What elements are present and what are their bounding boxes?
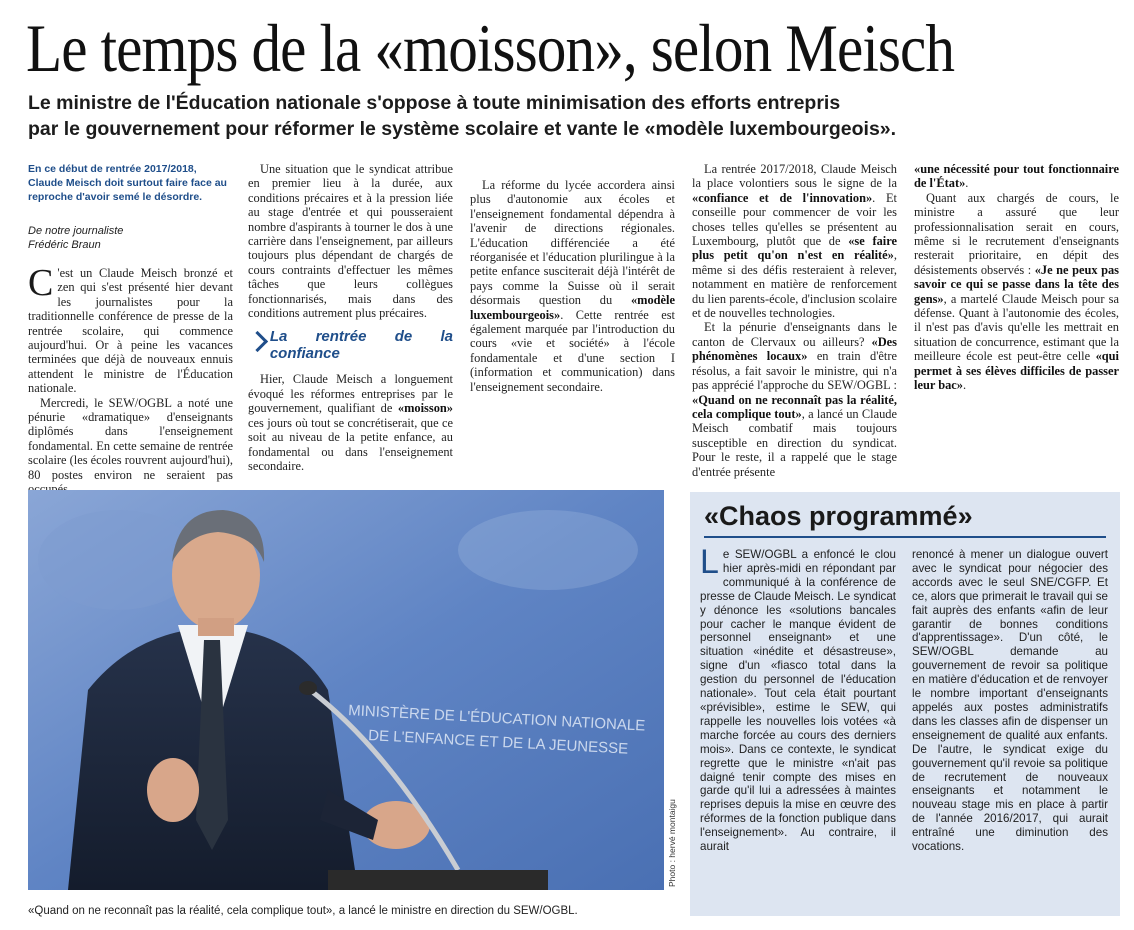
paragraph-text: . (965, 176, 969, 191)
article-paragraph (692, 320, 897, 478)
emphasis-text: «qui permet à ses élèves difficiles de passer leur bac» (914, 349, 1119, 393)
box-title: «Chaos programmé» (704, 501, 973, 531)
photo-credit (664, 790, 678, 890)
backdrop-text-2: DE L'ENFANCE ET DE LA JEUNESSE (367, 727, 629, 758)
paragraph-text: . Et conseille pour commencer de voir les choses telles qu'elles se présentent au Luxembourg, plutôt que de (692, 190, 897, 249)
dropcap: C (28, 262, 54, 304)
paragraph-text: Et la pénurie d'enseignants dans le canton de Clervaux ou ailleurs? (692, 320, 897, 349)
box-paragraph-text: e SEW/OGBL a enfoncé le clou hier après-midi en répondant par communiqué à la conférence de presse de Claude Meisch. Le syndicat y dénonce les «solutions bancales pour cacher le manque évident de personnel enseignant» et une situation «inédite et désastreuse», signe d'un «fiasco total dans la gestion du personnel de l'éducation nationale». Tout cela était pourtant «prévisible», estime le SEW, qui rappelle les nouvelles lois votées «à marche forcée au cours des derniers mois». Dans ce contexte, le syndicat regrette que le ministre «n'ait pas daigné tenir compte des mises en garde qu'il lui a adressées à maintes reprises depuis la mise en œuvre des réformes de la fonction publique dans l'enseignement». Au contraire, il aurait (700, 548, 896, 854)
paragraph-text: . (963, 378, 967, 393)
standfirst-line-1: Le ministre de l'Éducation nationale s'oppose à toute minimisation des efforts entrepris (28, 92, 841, 114)
chevron-right-icon (248, 328, 266, 358)
sidebar-box (690, 492, 1120, 916)
box-column-2 (912, 548, 1108, 854)
byline-label: De notre journaliste (28, 225, 124, 237)
photo-caption: «Quand on ne reconnaît pas la réalité, cela complique tout», a lancé le ministre en direction du SEW/OGBL. (28, 905, 578, 917)
headline: Le temps de la «moisson», selon Meisch (26, 10, 955, 86)
backdrop-text-1: MINISTÈRE DE L'ÉDUCATION NATIONALE (347, 702, 646, 735)
paragraph-text: , a lancé un Claude Meisch combatif mais toujours susceptible en direction du syndicat. Pour le reste, il a rappelé que le stage d'entrée présente (692, 406, 897, 479)
article-paragraph (692, 162, 897, 320)
article-paragraph: Une situation que le syndicat attribue en premier lieu à la durée, aux conditions précaires et à la pression liée au stage d'entrée et qui pousseraient nombre d'aspirants à tourner le dos à une carrière dans l'enseignement, par ailleurs toujours plus dépendant de chargés de cours contraints d'effectuer les mêmes tâches que leurs collègues fonctionnarisés, mais dans des conditions autrement plus précaires. (248, 162, 453, 321)
photo-credit-text: Photo : hervé montaigu (667, 799, 677, 887)
article-photo (28, 490, 664, 890)
teaser: En ce début de rentrée 2017/2018, Claude Meisch doit surtout faire face au reproche d'avoir semé le désordre. (28, 163, 227, 203)
emphasis-text: «Quand on ne reconnaît pas la réalité, cela complique tout» (692, 392, 897, 421)
paragraph-text: Hier, Claude Meisch a longuement évoqué les réformes entreprises par le gouvernement, qualifiant de (248, 372, 453, 416)
emphasis-text: «confiance et de l'innovation» (692, 190, 873, 205)
article-paragraph (28, 262, 233, 396)
paragraph-text: , même si des défis resteraient à relever, notamment en matière de renforcement du lien parents-école, d'inclusion scolaire et de nouvelles technologies. (692, 248, 897, 321)
emphasis-text: «modèle luxembourgeois» (470, 293, 675, 322)
box-paragraph: renoncé à mener un dialogue ouvert avec le syndicat pour négocier des accords avec le seul SNE/CGFP. Et ce, alors que primerait le travail qui se fait auprès des enfants «afin de leur garantir de bonnes conditions d'apprentissage». D'un côté, le SEW/OGBL demande au gouvernement de revoir sa politique en matière d'éducation et de renvoyer le nombre important d'enseignants appelés aux postes administratifs dans les classes afin de dispenser un enseignement de qualité aux enfants. De l'autre, le syndicat exige du gouvernement qu'il revoie sa politique de recrutement de nouveaux enseignants et notamment le nouveau stage mis en place à partir de l'année 2016/2017, qui aurait entraîné une diminution des vocations. (912, 548, 1108, 854)
byline-author: Frédéric Braun (28, 239, 101, 251)
subhead-text: La rentrée de la confiance (269, 328, 453, 363)
article-column-1 (28, 262, 233, 497)
article-paragraph (914, 191, 1119, 393)
emphasis-text: «moisson» (397, 401, 453, 416)
paragraph-text: . Cette rentrée est également marquée par l'introduction du cours «vie et société» à l'école fondamentale et d'une section I (information et communication) dans l'enseignement secondaire. (470, 307, 675, 394)
emphasis-text: «une nécessité pour tout fonctionnaire de l'État» (914, 162, 1119, 191)
article-column-2 (248, 162, 453, 473)
paragraph-text: en train d'être résolus, a fait savoir le ministre, qui n'a pas apprécié l'approche du SEW/OGBL : (692, 349, 897, 393)
byline (28, 224, 233, 252)
article-paragraph: Mercredi, le SEW/OGBL a noté une pénurie «dramatique» d'enseignants diplômés dans l'enseignement fondamental. En cette semaine de rentrée scolaire (les écoles rouvrent aujourd'hui), 80 postes environ ne seraient pas (28, 395, 233, 482)
emphasis-text: «se faire plus petit qu'on n'est en réalité» (692, 234, 897, 263)
paragraph-text: La réforme du lycée accordera ainsi plus d'autonomie aux écoles et l'enseignement fondamental dépendra à l'avenir de directions régionales. L'éducation différenciée a été réorganisée et l'éducation plurilingue à la petite enfance susciterait déjà l'intérêt de pays comme la Suisse où il serait désormais question du (470, 178, 675, 308)
standfirst-line-2: par le gouvernement pour réformer le système scolaire et vante le «modèle luxembourgeois». (28, 118, 897, 140)
paragraph-text: ces jours où tout se concrétiserait, que ce soit au niveau de la petite enfance, au fondamental ou dans l'enseignement secondaire. (248, 415, 453, 473)
paragraph-text: 'est un Claude Meisch bronzé et zen qui s'est présenté hier devant les journalistes pour la traditionnelle conférence de presse de la rentrée scolaire, qui commence aujourd'hui. Or à peine les vacances terminées que déjà de nouveaux ennuis attendent le ministre de l'Éducation nationale. (28, 266, 233, 396)
article-column-3 (470, 178, 675, 394)
subhead (248, 328, 453, 362)
article-column-5 (914, 162, 1119, 393)
article-column-4 (692, 162, 897, 479)
paragraph-text: La rentrée 2017/2018, Claude Meisch la place volontiers sous le signe de la (692, 162, 897, 191)
emphasis-text: «Des phénomènes locaux» (692, 334, 897, 364)
box-paragraph (700, 543, 896, 854)
standfirst (28, 90, 1118, 142)
photo-illustration (28, 490, 664, 890)
article-paragraph (248, 372, 453, 473)
paragraph-text: Quant aux chargés de cours, le ministre a assuré que leur professionnalisation serait en cours, même si le recrutement d'enseignants resterait prioritaire, en dépit des désistements observés : (914, 190, 1119, 277)
emphasis-text: «Je ne peux pas savoir ce qui se passe dans la tête des gens» (914, 262, 1119, 306)
article-paragraph (470, 178, 675, 394)
box-divider (704, 536, 1106, 538)
box-column-1 (700, 543, 896, 854)
article-paragraph (914, 162, 1119, 191)
box-dropcap: L (700, 543, 719, 581)
paragraph-text: , a martelé Claude Meisch pour sa défense. Quant à l'autonomie des écoles, il n'est pas d'avis qu'elle les mettrait en situation de concurrence, estimant que la meilleure école est peut-être celle (914, 291, 1119, 364)
